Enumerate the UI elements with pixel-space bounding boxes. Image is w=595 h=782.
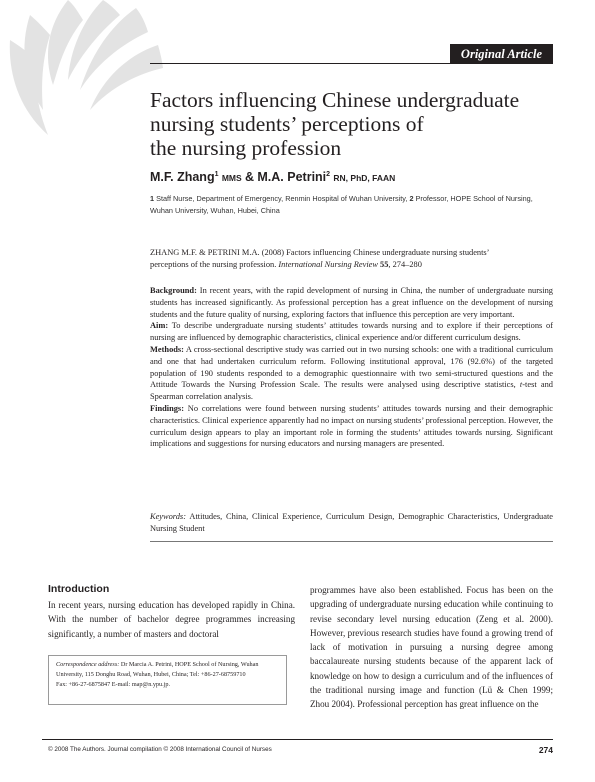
abstract-aim [150, 320, 553, 344]
journal-volume: 55 [380, 259, 389, 269]
affiliation-line [150, 193, 560, 205]
correspondence-text: Dr Marcia A. Petrini, HOPE School of Nursing, Wuhan [119, 661, 259, 668]
citation-line [150, 259, 553, 271]
abstract-text: -test and Spearman correlation analysis. [150, 380, 553, 402]
journal-name: International Nursing Review [278, 259, 378, 269]
abstract [150, 285, 553, 450]
abstract-label: Aim: [150, 321, 169, 331]
page-number: 274 [538, 745, 553, 755]
title-line: nursing students’ perceptions of [150, 112, 424, 136]
citation [150, 247, 553, 271]
title-line: Factors influencing Chinese undergraduate [150, 88, 520, 112]
correspondence-box [48, 655, 287, 705]
article-title [150, 88, 560, 160]
affiliation-text: Staff Nurse, Department of Emergency, Renmin Hospital of Wuhan University, [156, 194, 408, 203]
affiliation-number: 1 [150, 194, 155, 203]
abstract-findings [150, 403, 553, 450]
abstract-methods [150, 344, 553, 403]
abstract-text: No correlations were found between nursing students’ attitudes towards nursing and their demographic characteristics. Clinical experience apparently had no impact on nursing students’ professional perception. However, the curriculum design appears to play an important role in forming the students’ attitudes towards nursing. Significant implications and suggestions for nursing educators and nursing managers are presented. [150, 403, 553, 449]
keywords-rule [150, 541, 553, 542]
author-degree: MMS [221, 173, 242, 183]
title-line: the nursing profession [150, 136, 342, 160]
journal-pages: , 274–280 [388, 259, 422, 269]
author-affil-sup: 2 [326, 171, 331, 178]
body-paragraph: In recent years, nursing education has developed rapidly in China. With the number of bachelor degree programmes increasing significantly, a number of masters and doctoral [48, 600, 295, 639]
body-paragraph: programmes have also been established. Focus has been on the upgrading of undergraduate nursing education while continuing to revise secondary level nursing education (Zeng et al. 2000). However, previous research studies have found a growing trend of lack of motivation in pursuing a nursing degree among baccalaureate nursing students because of the apparent lack of knowledge on how to design a curriculum and of the influences of the traditional nursing image and function (Lü & Chen 1999; Zhou 2004). Professional perception has great influence on the [310, 585, 553, 710]
abstract-label: Findings: [150, 403, 184, 413]
correspondence-label: Correspondence address: [56, 661, 120, 668]
abstract-label: Background: [150, 286, 197, 295]
citation-text: perceptions of the nursing profession. [150, 259, 277, 269]
keywords-text: Attitudes, China, Clinical Experience, Curriculum Design, Demographic Characteristics, Undergraduate Nursing Student [150, 512, 553, 533]
abstract-text: In recent years, with the rapid development of nursing in China, the number of undergraduate nursing students has increased significantly. As professional perception has a great influence on the development of nursing students and the future quality of nursing, exploring factors that influence this perception are very important. [150, 286, 553, 319]
abstract-text: A cross-sectional descriptive study was carried out in two nursing schools: one with a traditional curriculum and one that had undertaken curriculum reform. Following institutional approval, 176 (92.6%) of the targeted population of 190 students responded to a demographic questionnaire with two semi-structured questions and the Attitude Towards the Nursing Profession Scale. The results were analysed using descriptive statistics, [150, 344, 553, 390]
affiliations [150, 193, 560, 216]
footer-rule [42, 739, 553, 740]
abstract-text: To describe undergraduate nursing students’ attitudes towards nursing and to explore if their perceptions of nursing are influenced by demographic characteristics, clinical experience and/or different curriculum designs. [150, 321, 553, 343]
section-label: Original Article [450, 44, 553, 64]
correspondence-line: University, 115 Donghu Road, Wuhan, Hubei, China; Tel: +86-27-68759710 [56, 671, 246, 679]
keywords-label: Keywords: [150, 512, 186, 521]
author-affil-sup: 1 [214, 171, 219, 178]
author-list [150, 170, 395, 184]
abstract-background [150, 285, 553, 320]
author-degree: RN, PhD, FAAN [333, 173, 396, 183]
affiliation-number: 2 [409, 194, 414, 203]
author-name: M.F. Zhang [150, 170, 215, 184]
author-separator: & [245, 170, 255, 184]
author-name: M.A. Petrini [257, 170, 327, 184]
footer-copyright: © 2008 The Authors. Journal compilation © 2008 International Council of Nurses [48, 746, 272, 753]
affiliation-text: Professor, HOPE School of Nursing, [415, 194, 533, 203]
section-heading: Introduction [48, 583, 110, 595]
citation-line: ZHANG M.F. & PETRINI M.A. (2008) Factors influencing Chinese undergraduate nursing students’ [150, 248, 490, 257]
affiliation-line: Wuhan University, Wuhan, Hubei, China [150, 205, 280, 215]
body-left-column [48, 583, 295, 641]
correspondence-line: Fax: +86-27-6875847 E-mail: map@n.ypu.jp. [56, 681, 171, 689]
keywords [150, 511, 553, 535]
abstract-label: Methods: [150, 344, 184, 354]
body-right-column [310, 583, 553, 712]
abstract-text: t [519, 380, 523, 390]
leaf-motif-logo [8, 0, 168, 150]
